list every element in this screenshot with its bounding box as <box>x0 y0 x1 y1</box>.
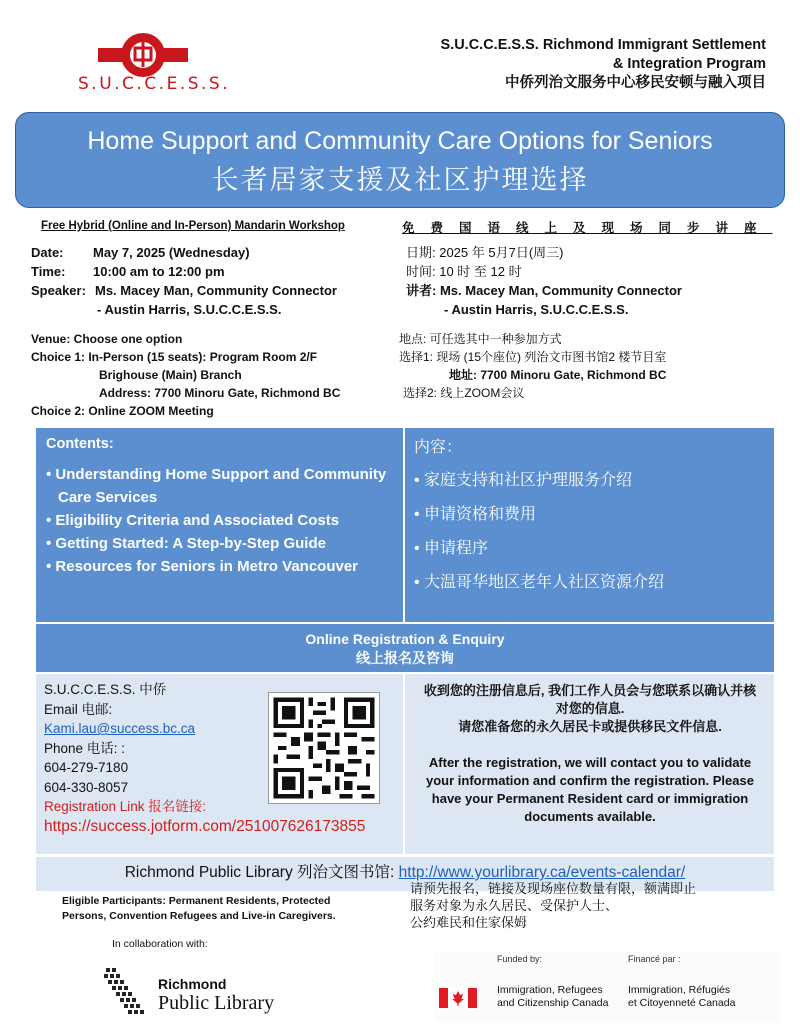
title-en: Home Support and Community Care Options for Seniors <box>87 127 713 155</box>
library-logo-icon <box>102 966 156 1016</box>
registration-heading: Online Registration & Enquiry 线上报名及咨询 <box>36 624 774 672</box>
list-item: • Resources for Seniors in Metro Vancouver <box>46 558 359 575</box>
venue-zh: 地点: 可任选其中一种参加方式 选择1: 现场 (15个座位) 列治文市图书馆2 楼节目室 地址: 7700 Minoru Gate, Richmond BC 选择2: 线上ZOOM会议 <box>399 332 667 400</box>
list-item: • 大温哥华地区老年人社区资源介绍 <box>414 574 665 591</box>
logo-text: S.U.C.C.E.S.S. <box>78 74 231 94</box>
details-en: Date: May 7, 2025 (Wednesday) Time: 10:00 am to 12:00 pm Speaker: Ms. Macey Man, Community Connector - Austin Harris, S.U.C.C.E.S.S. <box>31 245 337 317</box>
registration-note-zh: 请预先报名，链接及现场座位数量有限，额满即止 服务对象为永久居民、受保护人士、 公约难民和住家保姆 <box>410 881 697 930</box>
phone-2: 604-330-8057 <box>44 779 129 795</box>
list-item: • 申请资格和费用 <box>414 506 537 523</box>
details-zh: 日期: 2025 年 5月7日(周三) 时间: 10 时 至 12 时 讲者: Ms. Macey Man, Community Connector - Austin Harris, S.U.C.C.E.S.S. <box>406 245 682 317</box>
library-label: Richmond Public Library 列治文图书馆: <box>124 864 395 881</box>
list-item: • 家庭支持和社区护理服务介绍 <box>414 472 633 489</box>
contact-panel <box>36 674 774 854</box>
contents-heading-en: Contents: <box>46 436 114 452</box>
workshop-title-zh: 免费国语线上及现场同步讲座 <box>402 221 773 235</box>
phone-label: Phone 电话: : <box>44 740 126 756</box>
funded-by-label: Funded by: <box>497 954 543 964</box>
panel-divider <box>403 428 405 622</box>
title-zh: 长者居家支援及社区护理选择 <box>211 165 589 195</box>
email-label: Email 电邮: <box>44 701 113 717</box>
list-item: • 申请程序 <box>414 540 489 557</box>
list-item: • Getting Started: A Step-by-Step Guide <box>46 535 326 552</box>
contents-panel <box>36 428 774 622</box>
eligible-participants: Eligible Participants: Permanent Residents, Protected Persons, Convention Refugees and Live-in Caregivers. <box>62 895 336 922</box>
ircc-fr: Immigration, Réfugiés et Citoyenneté Canada <box>628 984 736 1009</box>
qr-code-icon[interactable] <box>268 692 380 804</box>
library-link[interactable]: http://www.yourlibrary.ca/events-calendar/ <box>398 864 686 881</box>
phone-1: 604-279-7180 <box>44 760 129 775</box>
funding-block <box>435 952 780 1022</box>
organization-title: S.U.C.C.E.S.S. Richmond Immigrant Settlement & Integration Program 中侨列治文服务中心移民安顿与融入项目 <box>440 37 766 91</box>
email-link[interactable]: Kami.lau@success.bc.ca <box>44 721 196 736</box>
contents-zh <box>414 434 764 600</box>
library-logo-public-library: Public Library <box>158 992 275 1014</box>
ircc-en: Immigration, Refugees and Citizenship Canada <box>497 984 609 1009</box>
registration-link[interactable]: https://success.jotform.com/251007626173855 <box>44 817 366 835</box>
venue-en: Venue: Choose one option Choice 1: In-Person (15 seats): Program Room 2/F Brighouse (Main) Branch Address: 7700 Minoru Gate, Richmond BC Choice 2: Online ZOOM Meeting <box>31 332 341 418</box>
contents-en <box>46 436 396 578</box>
panel-divider <box>403 674 405 854</box>
title-banner <box>15 112 785 208</box>
collaboration-label: In collaboration with: <box>112 938 208 950</box>
list-item: • Eligibility Criteria and Associated Costs <box>46 512 340 529</box>
contents-heading-zh: 内容： <box>414 439 463 456</box>
finance-par-label: Financé par : <box>628 954 681 964</box>
registration-note: 收到您的注册信息后, 我们工作人员会与您联系以确认并核对您的信息. 请您准备您的永久居民卡或提供移民文件信息. After the registration, we will contact you to validate your information and confirm the registration. Please have your Permanent Resident card or immigration documents available. <box>423 683 757 824</box>
library-logo-richmond: Richmond <box>158 976 227 992</box>
org-name: S.U.C.C.E.S.S. 中侨 <box>44 682 167 697</box>
workshop-title-en: Free Hybrid (Online and In-Person) Mandarin Workshop <box>41 220 345 232</box>
registration-link-label: Registration Link 报名链接: <box>44 799 207 814</box>
list-item: • Understanding Home Support and Community Care Services <box>46 466 387 506</box>
canada-flag-icon <box>439 988 477 1008</box>
